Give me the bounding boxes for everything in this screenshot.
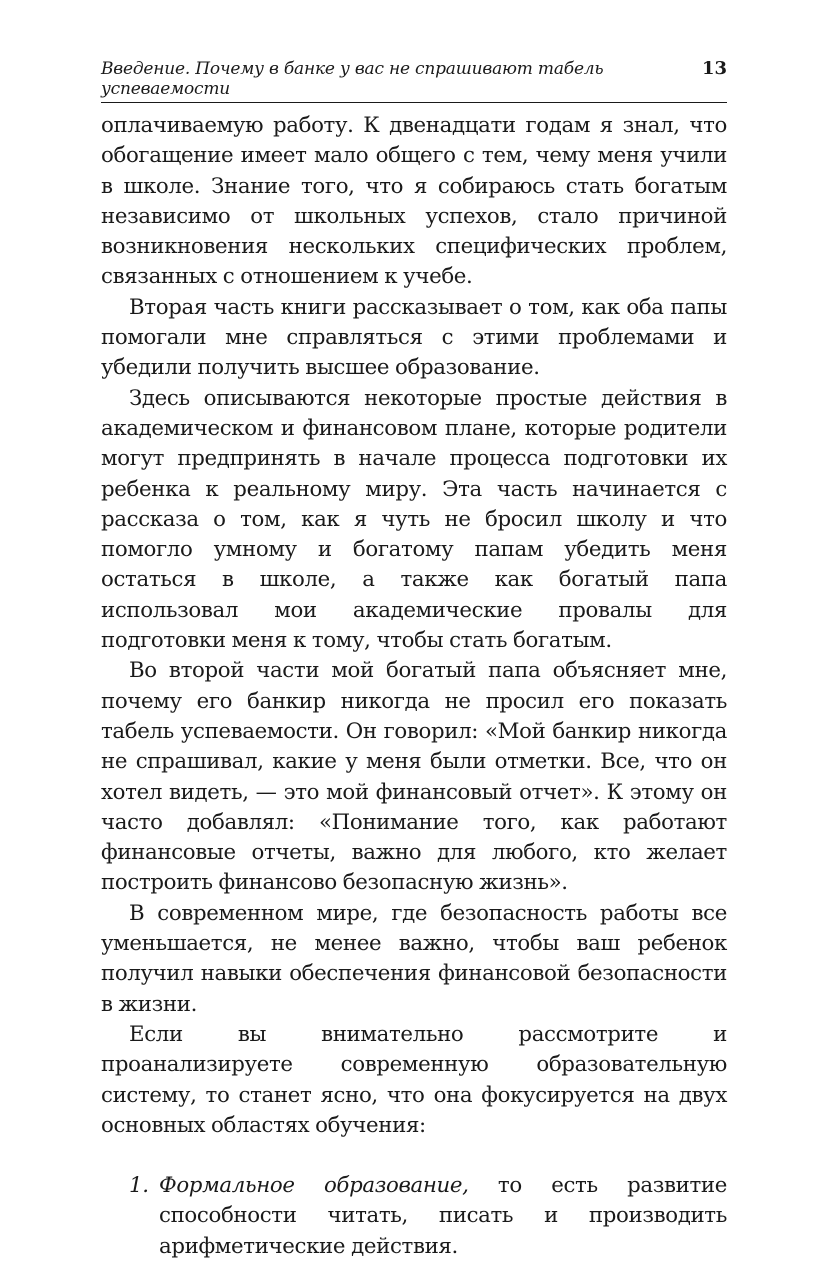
running-header: [101, 58, 727, 103]
list-item: [101, 1171, 727, 1262]
paragraph: Во второй части мой богатый папа объясняет мне, почему его банкир никогда не просил его показать табель успеваемости. Он говорил: «Мой банкир никогда не спрашивал, какие у меня были отметки. Все, что он хотел видеть, — это мой финансовый отчет». К этому он часто добавлял: «Понимание того, как работают финансовые отчеты, важно для любого, кто желает построить финансово безопасную жизнь».: [101, 658, 727, 896]
paragraph-continued: оплачиваемую работу. К двенадцати годам я знал, что обогащение имеет мало общего с тем, чему меня учили в школе. Знание того, что я собираюсь стать богатым независимо от школьных успехов, стало причиной возникновения нескольких специфических проблем, связанных с отношением к учебе.: [101, 113, 727, 290]
body-text: [101, 111, 727, 1141]
numbered-list: [101, 1171, 727, 1262]
list-item-text: то есть развитие способности читать, писать и производить арифметические действия.: [159, 1173, 727, 1259]
paragraph: В современном мире, где безопасность работы все уменьшается, не менее важно, чтобы ваш ребенок получил навыки обеспечения финансовой безопасности в жизни.: [101, 900, 727, 1017]
book-page: [101, 58, 727, 1262]
paragraph: Вторая часть книги рассказывает о том, как оба папы помогали мне справляться с этими проблемами и убедили получить высшее образование.: [101, 294, 727, 381]
list-item-number: 1.: [129, 1173, 149, 1199]
running-title: Введение. Почему в банке у вас не спрашивают табель успеваемости: [101, 59, 604, 99]
list-item-term: Формальное образование,: [159, 1173, 469, 1199]
paragraph: Если вы внимательно рассмотрите и проанализируете современную образовательную систему, то станет ясно, что она фокусируется на двух основных областях обучения:: [101, 1021, 727, 1138]
paragraph: Здесь описываются некоторые простые действия в академическом и финансовом плане, которые родители могут предпринять в начале процесса подготовки их ребенка к реальному миру. Эта часть начинается с рассказа о том, как я чуть не бросил школу и что помогло умному и богатому папам убедить меня остаться в школе, а также как богатый папа использовал мои академические провалы для подготовки меня к тому, чтобы стать богатым.: [101, 385, 727, 654]
page-number: 13: [701, 58, 727, 79]
